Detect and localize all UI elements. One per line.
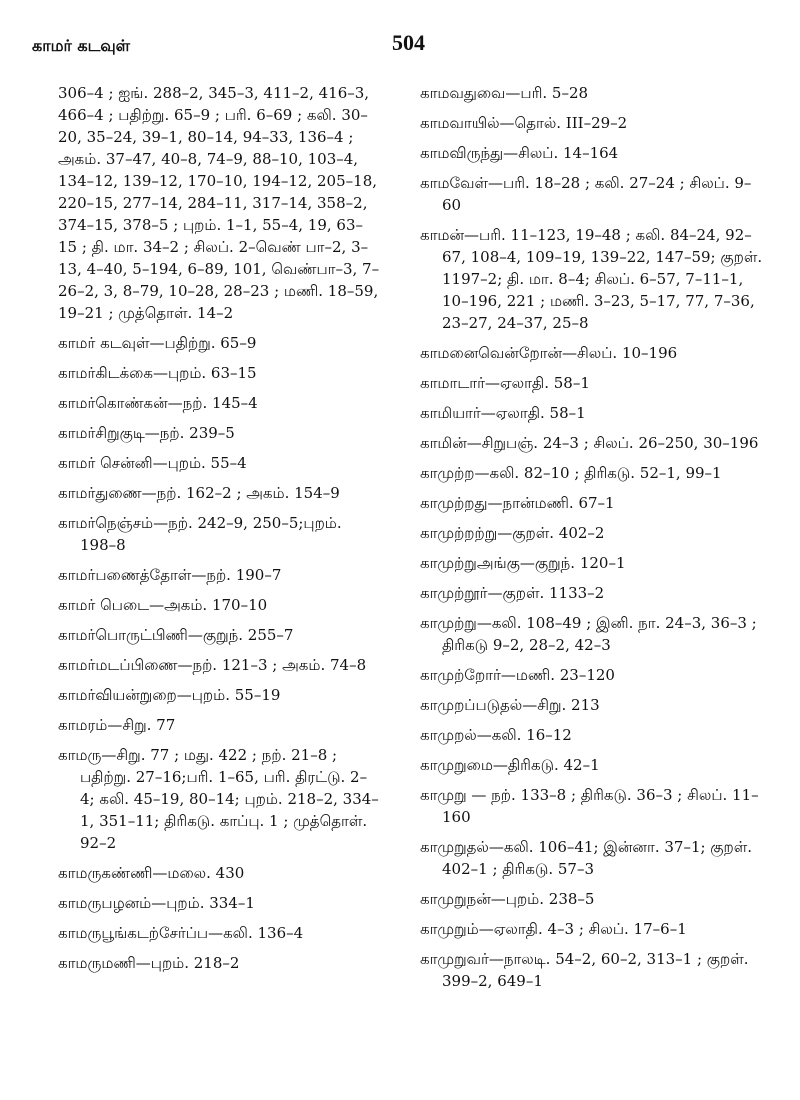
index-entry: காமர்பணைத்தோள்—நற். 190–7 — [58, 566, 282, 584]
running-head: காமர் கடவுள் — [32, 36, 131, 55]
index-entry: காமன்—பரி. 11–123, 19–48 ; கலி. 84–24, 92–67, 108–4, 109–19, 139–22, 147–59; குறள். 1197–2; தி. மா. 8–4; சிலப். 6–57, 7–11–1, 10–196, 221 ; மணி. 3–23, 5–17, 77, 7–36, 23–27, 24–37, 25–8 — [420, 226, 763, 332]
index-entry: காமுற்றற்று—குறள். 402–2 — [420, 524, 605, 542]
index-entry-continuation: 306–4 ; ஐங். 288–2, 345–3, 411–2, 416–3, 466–4 ; பதிற்று. 65–9 ; பரி. 6–69 ; கலி. 30–20, 35–24, 39–1, 80–14, 94–33, 136–4 ; அகம். 37–47, 40–8, 74–9, 88–10, 103–4, 134–12, 139–12, 170–10, 194–12, 205–18, 220–15, 277–14, 284–11, 317–14, 358–2, 374–15, 378–5 ; புறம். 1–1, 55–4, 19, 63–15 ; தி. மா. 34–2 ; சிலப். 2–வெண் பா–2, 3–13, 4–40, 5–194, 6–89, 101, வெண்பா–3, 7–26–2, 3, 8–79, 10–28, 28–23 ; மணி. 18–59, 19–21 ; முத்தொள். 14–2 — [58, 84, 380, 322]
index-entry: காமர் பெடை—அகம். 170–10 — [58, 596, 268, 614]
index-entry: காமுறுதல்—கலி. 106–41; இன்னா. 37–1; குறள். 402–1 ; திரிகடு. 57–3 — [420, 838, 753, 878]
index-entry: காமுற்றூர்—குறள். 1133–2 — [420, 584, 605, 602]
index-entry: காமவிருந்து—சிலப். 14–164 — [420, 144, 619, 162]
index-entry: காமவாயில்—தொல். III–29–2 — [420, 114, 628, 132]
index-entry: காமருகண்ணி—மலை. 430 — [58, 864, 245, 882]
index-entry: காமுறுமை—திரிகடு. 42–1 — [420, 756, 600, 774]
index-entry: காமவதுவை—பரி. 5–28 — [420, 84, 589, 102]
page-header — [20, 30, 780, 60]
index-entry: காமுற்றது—நான்மணி. 67–1 — [420, 494, 615, 512]
index-entry: காமுற்று—கலி. 108–49 ; இனி. நா. 24–3, 36–3 ; திரிகடு 9–2, 28–2, 42–3 — [420, 614, 757, 654]
index-entry: காமர் சென்னி—புறம். 55–4 — [58, 454, 247, 472]
index-entry: காமின்—சிறுபஞ். 24–3 ; சிலப். 26–250, 30–196 — [420, 434, 759, 452]
index-entry: காமுற்றோர்—மணி. 23–120 — [420, 666, 615, 684]
index-entry: காமருபழனம்—புறம். 334–1 — [58, 894, 255, 912]
index-entry: காமரு—சிறு. 77 ; மது. 422 ; நற். 21–8 ; பதிற்று. 27–16;பரி. 1–65, பரி. திரட்டு. 2–4; கலி. 45–19, 80–14; புறம். 218–2, 334–1, 351–11; திரிகடு. காப்பு. 1 ; முத்தொள். 92–2 — [58, 746, 379, 852]
index-entry: காமுற்றுஅங்கு—குறுந். 120–1 — [420, 554, 626, 572]
index-entry: காமர்சிறுகுடி—நற். 239–5 — [58, 424, 235, 442]
index-entry: காமர்கொண்கன்—நற். 145–4 — [58, 394, 258, 412]
index-entry: காமர் கடவுள்—பதிற்று. 65–9 — [58, 334, 257, 352]
left-column — [58, 82, 380, 982]
index-entry: காமியார்—ஏலாதி. 58–1 — [420, 404, 586, 422]
right-column — [420, 82, 770, 1000]
index-entry: காமர்வியன்றுறை—புறம். 55–19 — [58, 686, 281, 704]
index-entry: காமர்துணை—நற். 162–2 ; அகம். 154–9 — [58, 484, 340, 502]
index-entry: காமவேள்—பரி. 18–28 ; கலி. 27–24 ; சிலப். 9–60 — [420, 174, 752, 214]
index-entry: காமுற்ற—கலி. 82–10 ; திரிகடு. 52–1, 99–1 — [420, 464, 722, 482]
page-number: 504 — [392, 30, 425, 55]
index-entry: காமருமணி—புறம். 218–2 — [58, 954, 240, 972]
index-entry: காமாடார்—ஏலாதி. 58–1 — [420, 374, 590, 392]
index-entry: காமுறல்—கலி. 16–12 — [420, 726, 572, 744]
index-entry: காமுறுவர்—நாலடி. 54–2, 60–2, 313–1 ; குறள். 399–2, 649–1 — [420, 950, 749, 990]
index-entry: காமர்நெஞ்சம்—நற். 242–9, 250–5;புறம். 198–8 — [58, 514, 342, 554]
index-entry: காமர்கிடக்கை—புறம். 63–15 — [58, 364, 257, 382]
index-entry: காமுறுநன்—புறம். 238–5 — [420, 890, 595, 908]
index-entry: காமனைவென்றோன்—சிலப். 10–196 — [420, 344, 678, 362]
index-entry: காமரம்—சிறு. 77 — [58, 716, 176, 734]
index-entry: காமர்மடப்பிணை—நற். 121–3 ; அகம். 74–8 — [58, 656, 367, 674]
index-entry: காமுறப்படுதல்—சிறு. 213 — [420, 696, 600, 714]
index-entry: காமுறு — நற். 133–8 ; திரிகடு. 36–3 ; சிலப். 11–160 — [420, 786, 759, 826]
index-entry: காமருபூங்கடற்சேர்ப்ப—கலி. 136–4 — [58, 924, 304, 942]
index-entry: காமர்பொருட்பிணி—குறுந். 255–7 — [58, 626, 294, 644]
index-entry: காமுறும்—ஏலாதி. 4–3 ; சிலப். 17–6–1 — [420, 920, 687, 938]
